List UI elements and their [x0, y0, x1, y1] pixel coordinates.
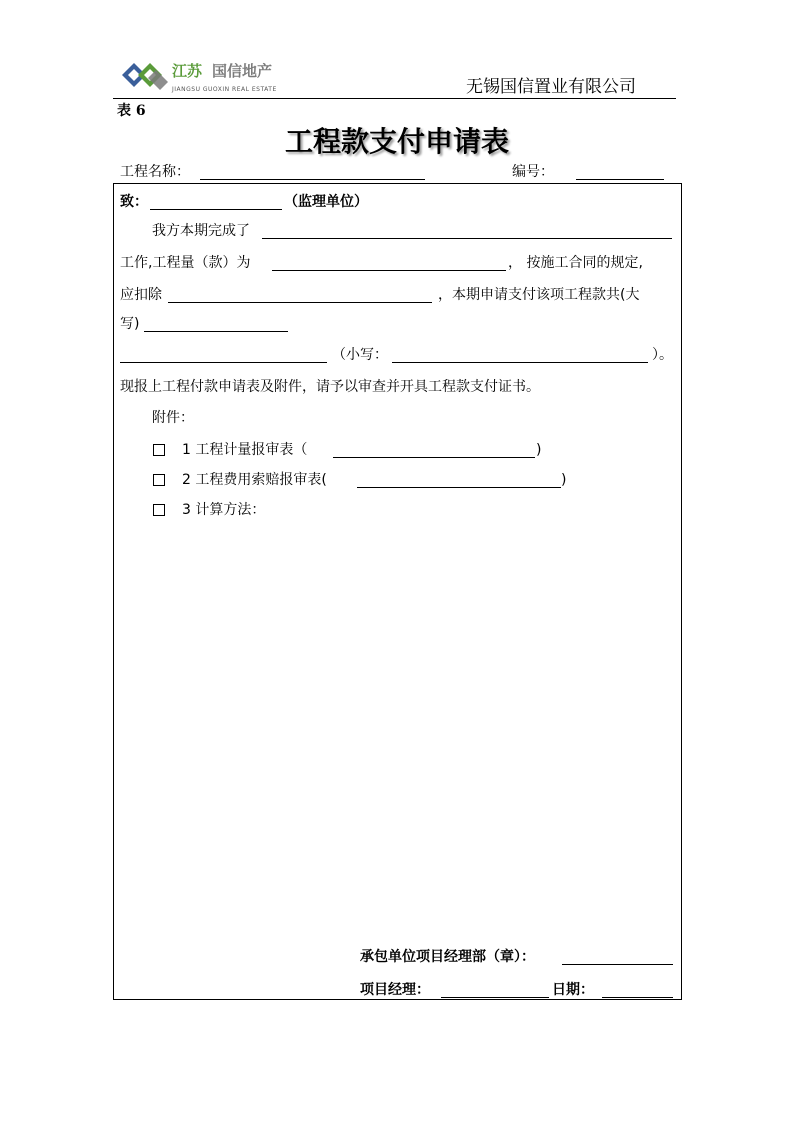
project-manager-field[interactable]: [441, 997, 549, 998]
body-line-3-end: ，本期申请支付该项工程款共(大: [438, 287, 640, 303]
attachment-1-checkbox[interactable]: [153, 444, 165, 456]
attachments-label: 附件：: [152, 410, 194, 426]
amount-words-field-2[interactable]: [120, 362, 327, 363]
attachment-2-checkbox[interactable]: [153, 474, 165, 486]
body-line-3-start: 应扣除: [120, 287, 162, 303]
project-manager-label: 项目经理：: [360, 982, 430, 998]
attachment-2-close: ): [561, 472, 567, 488]
company-name: 无锡国信置业有限公司: [466, 77, 636, 97]
body-line-5-start: （小写：: [332, 347, 388, 363]
date-label: 日期：: [552, 982, 594, 998]
company-logo-icon: [120, 58, 170, 92]
body-line-5-end: ）。: [652, 347, 673, 363]
header-divider: [113, 98, 676, 99]
attachment-2-label: 2 工程费用索赔报审表(: [182, 472, 327, 488]
attachment-3-checkbox[interactable]: [153, 504, 165, 516]
attachment-1-close: ): [536, 442, 542, 458]
body-line-4: 写): [120, 316, 140, 332]
amount-words-field[interactable]: [144, 331, 288, 332]
project-name-label: 工程名称：: [120, 164, 190, 180]
supervisor-field[interactable]: [150, 209, 282, 210]
deduction-field[interactable]: [168, 302, 432, 303]
date-field[interactable]: [602, 997, 673, 998]
page-title: 工程款支付申请表: [284, 125, 509, 158]
body-line-2-end: ， 按施工合同的规定,: [508, 255, 643, 271]
attachment-1-field[interactable]: [333, 457, 535, 458]
to-label: 致：: [120, 194, 148, 210]
attachment-2-field[interactable]: [357, 487, 561, 488]
contractor-label: 承包单位项目经理部（章）：: [360, 949, 535, 965]
contractor-seal-field[interactable]: [562, 964, 673, 965]
logo-text-guoxin: 国信地产: [212, 62, 273, 80]
amount-figures-field[interactable]: [392, 362, 648, 363]
number-field[interactable]: [576, 179, 664, 180]
body-line-1: 我方本期完成了: [152, 223, 250, 239]
table-number: 表 6: [117, 103, 146, 119]
number-label: 编号：: [512, 164, 554, 180]
body-line-6: 现报上工程付款申请表及附件，请予以审查并开具工程款支付证书。: [120, 379, 540, 395]
form-box: [113, 183, 682, 1000]
body-line-2-start: 工作,工程量（款）为: [120, 255, 251, 271]
attachment-3-label: 3 计算方法：: [182, 502, 266, 518]
work-amount-field[interactable]: [272, 270, 506, 271]
work-completed-field[interactable]: [262, 238, 672, 239]
logo-text-english: JIANGSU GUOXIN REAL ESTATE: [172, 86, 277, 93]
attachment-1-label: 1 工程计量报审表（: [182, 442, 308, 458]
logo-text-jiangsu: 江苏: [172, 62, 203, 80]
supervisor-label: （监理单位）: [284, 194, 368, 210]
project-name-field[interactable]: [200, 179, 425, 180]
